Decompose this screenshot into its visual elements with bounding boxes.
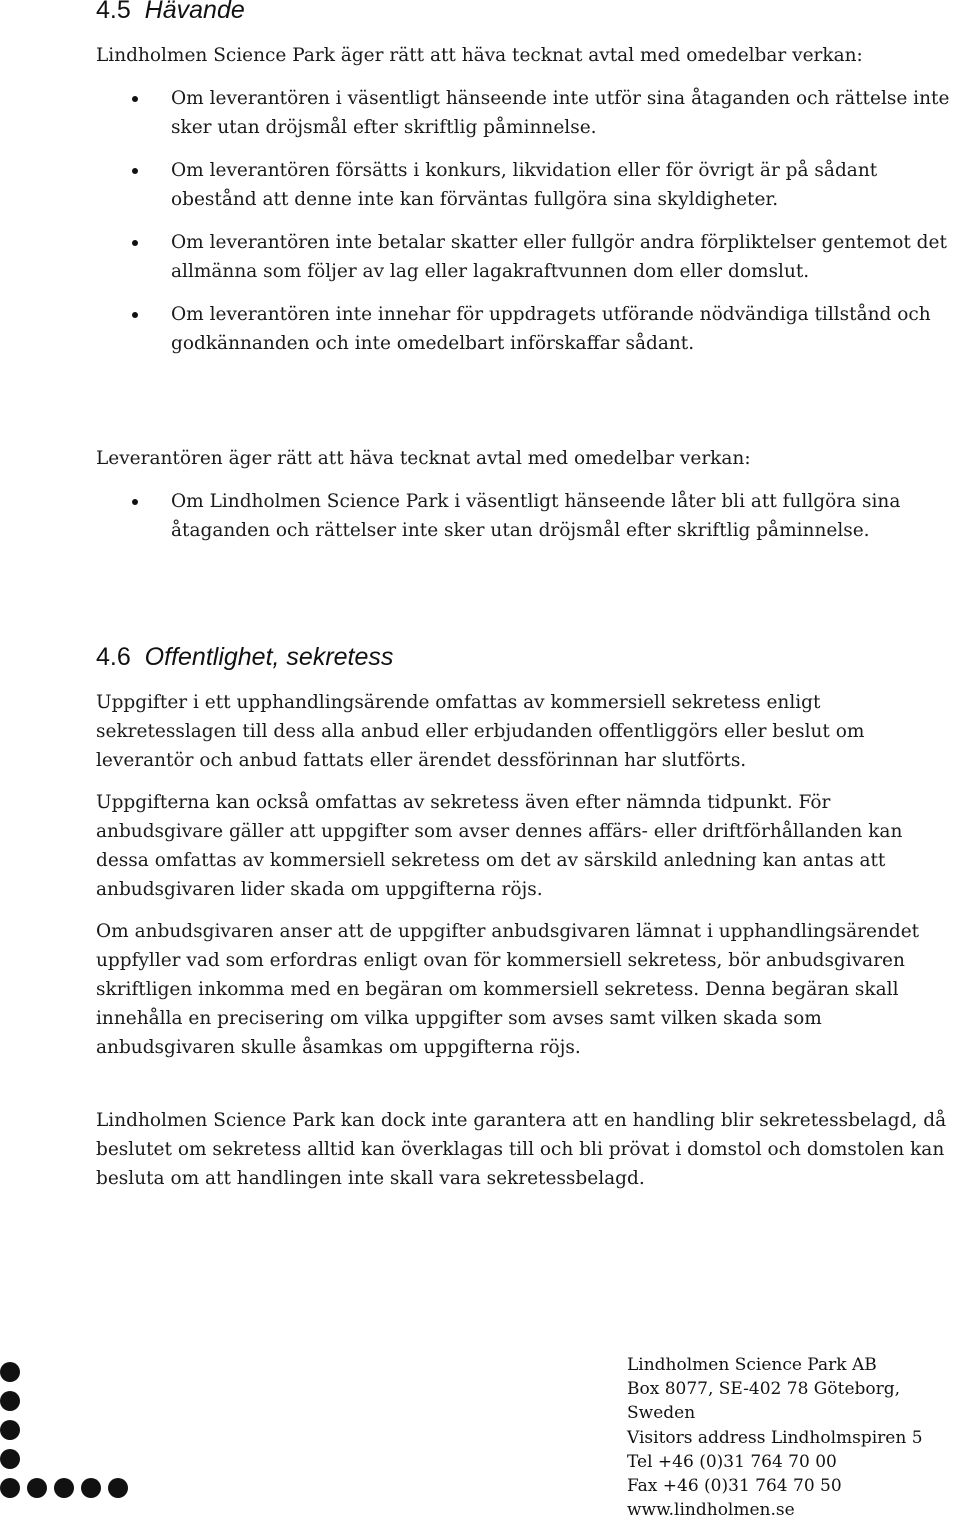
intro-paragraph-2: Leverantören äger rätt att häva tecknat avtal med omedelbar verkan: bbox=[96, 448, 751, 469]
list-item: Om leverantören inte betalar skatter eller fullgör andra förpliktelser gentemot det allmänna som följer av lag eller lagakraftvunnen dom eller domslut. bbox=[96, 228, 958, 286]
section-heading-4-5 bbox=[96, 0, 245, 25]
telephone: Tel +46 (0)31 764 70 00 bbox=[627, 1451, 837, 1472]
fax: Fax +46 (0)31 764 70 50 bbox=[627, 1476, 842, 1497]
list-item: Om leverantören i väsentligt hänseende inte utför sina åtaganden och rättelse inte sker utan dröjsmål efter skriftlig påminnelse. bbox=[96, 84, 958, 142]
dot-grid-logo-icon bbox=[0, 1362, 140, 1502]
body-paragraph: Uppgifterna kan också omfattas av sekretess även efter nämnda tidpunkt. För anbudsgivare gäller att uppgifter som avser dennes affärs- eller driftförhållanden kan dessa omfattas av kommersiell sekretess om det av särskild anledning kan antas att anbudsgivaren lider skada om uppgifterna röjs. bbox=[96, 792, 903, 900]
body-paragraph: Uppgifter i ett upphandlingsärende omfattas av kommersiell sekretess enligt sekretesslagen till dess alla anbud eller erbjudanden offentliggörs eller beslut om leverantör och anbud fattats eller ärendet dessförinnan har slutförts. bbox=[96, 692, 865, 771]
intro-paragraph: Lindholmen Science Park äger rätt att häva tecknat avtal med omedelbar verkan: bbox=[96, 45, 863, 66]
body-paragraph: Lindholmen Science Park kan dock inte garantera att en handling blir sekretessbelagd, då beslutet om sekretess alltid kan överklagas till och bli prövat i domstol och domstolen kan besluta om att handlingen inte skall vara sekretessbelagd. bbox=[96, 1110, 947, 1189]
section-title: Hävande bbox=[144, 0, 245, 24]
body-paragraph: Om anbudsgivaren anser att de uppgifter anbudsgivaren lämnat i upphandlingsärendet uppfyller vad som erfordras enligt ovan för kommersiell sekretess, bör anbudsgivaren skriftligen inkomma med en begäran om kommersiell sekretess. Denna begäran skall innehålla en precisering om vilka uppgifter som avses samt vilken skada som anbudsgivaren skulle åsamkas om uppgifterna röjs. bbox=[96, 921, 920, 1058]
section-number: 4.6 bbox=[96, 643, 131, 671]
buyer-termination-list bbox=[96, 84, 958, 372]
company-name: Lindholmen Science Park AB bbox=[627, 1355, 877, 1375]
supplier-termination-list bbox=[96, 487, 958, 559]
list-item: Om Lindholmen Science Park i väsentligt hänseende låter bli att fullgöra sina åtaganden och rättelser inte sker utan dröjsmål efter skriftlig påminnelse. bbox=[96, 487, 958, 545]
footer-contact bbox=[627, 1353, 923, 1522]
list-item: Om leverantören inte innehar för uppdragets utförande nödvändiga tillstånd och godkännanden och inte omedelbart införskaffar sådant. bbox=[96, 300, 958, 358]
section-title: Offentlighet, sekretess bbox=[144, 643, 394, 671]
section-number: 4.5 bbox=[96, 0, 131, 24]
address-line-1: Box 8077, SE-402 78 Göteborg, bbox=[627, 1379, 901, 1400]
address-line-2: Sweden bbox=[627, 1403, 696, 1424]
section-heading-4-6 bbox=[96, 643, 393, 672]
website-link[interactable]: www.lindholmen.se bbox=[627, 1500, 795, 1521]
list-item: Om leverantören försätts i konkurs, likvidation eller för övrigt är på sådant obestånd att denne inte kan förväntas fullgöra sina skyldigheter. bbox=[96, 156, 958, 214]
visitors-address: Visitors address Lindholmspiren 5 bbox=[627, 1427, 923, 1448]
